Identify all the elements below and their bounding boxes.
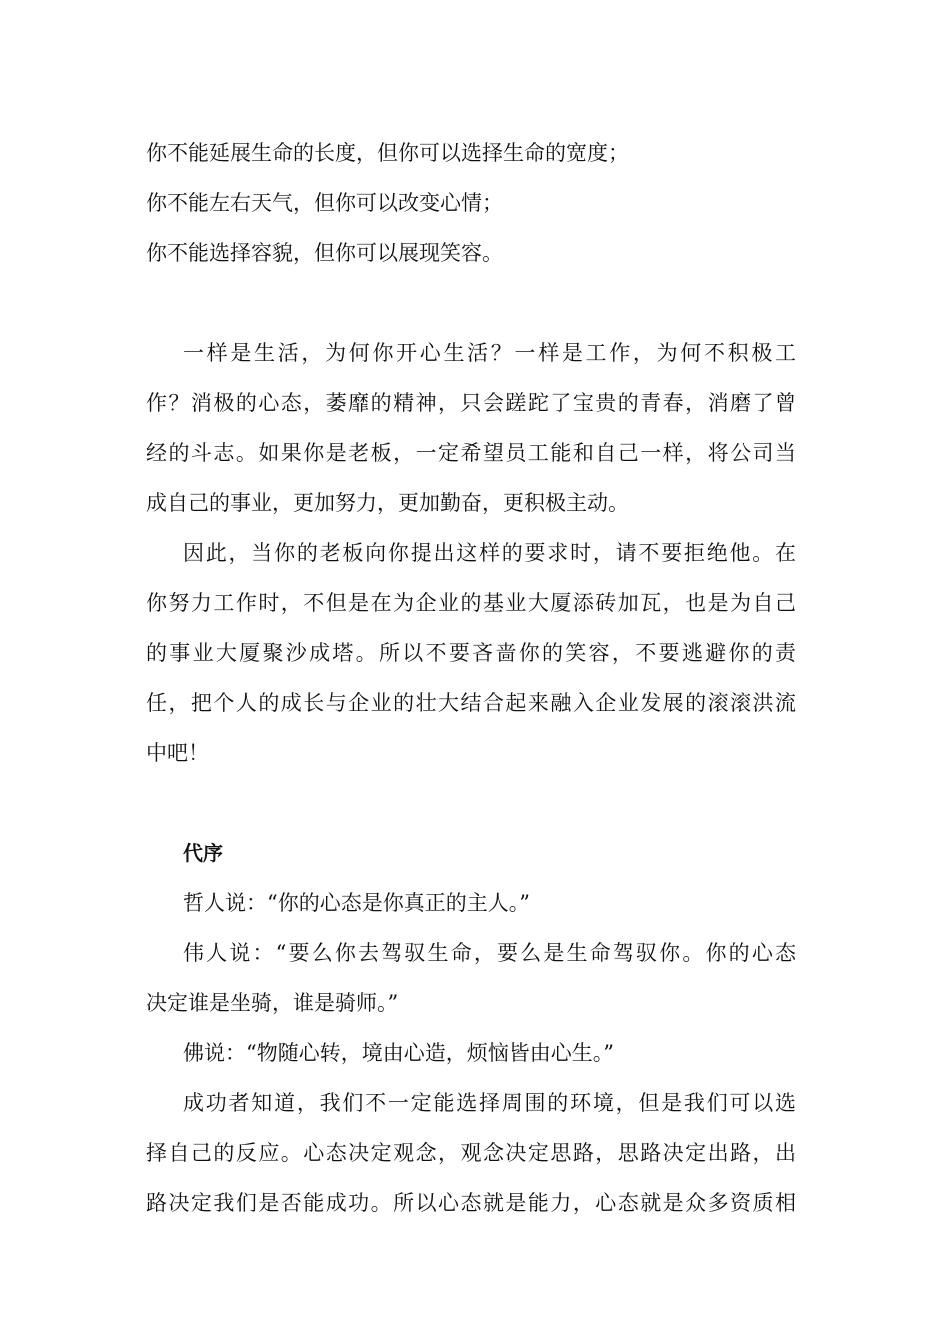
intro-line-3: 你不能选择容貌，但你可以展现笑容。 — [146, 241, 503, 265]
paragraph3-line-2: 择自己的反应。心态决定观念，观念决定思路，思路决定出路，出 — [146, 1141, 796, 1165]
paragraph1-line-4: 成自己的事业，更加努力，更加勤奋，更积极主动。 — [146, 491, 629, 515]
document-page — [146, 128, 796, 1228]
paragraph1-line-3: 经的斗志。如果你是老板，一定希望员工能和自己一样，将公司当 — [146, 441, 796, 465]
quote3-line: 佛说：“物随心转，境由心造，烦恼皆由心生。” — [183, 1041, 614, 1065]
quote1-line: 哲人说：“你的心态是你真正的主人。” — [183, 891, 530, 915]
section-heading: 代序 — [183, 841, 223, 865]
paragraph1-line-2: 作？消极的心态，萎靡的精神，只会蹉跎了宝贵的青春，消磨了曾 — [146, 391, 796, 415]
paragraph3-line-1: 成功者知道，我们不一定能选择周围的环境，但是我们可以选 — [183, 1091, 796, 1115]
quote2-line-1: 伟人说：“要么你去驾驭生命，要么是生命驾驭你。你的心态 — [183, 941, 796, 965]
paragraph2-line-2: 你努力工作时，不但是在为企业的基业大厦添砖加瓦，也是为自己 — [146, 591, 796, 615]
paragraph2-line-5: 中吧！ — [146, 741, 209, 765]
paragraph1-line-1: 一样是生活，为何你开心生活？一样是工作，为何不积极工 — [183, 341, 796, 365]
intro-line-1: 你不能延展生命的长度，但你可以选择生命的宽度； — [146, 141, 629, 165]
spacer — [146, 778, 796, 828]
paragraph2-line-3: 的事业大厦聚沙成塔。所以不要吝啬你的笑容，不要逃避你的责 — [146, 641, 796, 665]
intro-line-2: 你不能左右天气，但你可以改变心情； — [146, 191, 503, 215]
paragraph2-line-4: 任，把个人的成长与企业的壮大结合起来融入企业发展的滚滚洪流 — [146, 691, 796, 715]
paragraph3-line-3: 路决定我们是否能成功。所以心态就是能力，心态就是众多资质相 — [146, 1191, 796, 1215]
paragraph2-line-1: 因此，当你的老板向你提出这样的要求时，请不要拒绝他。在 — [183, 541, 796, 565]
spacer — [146, 278, 796, 328]
quote2-line-2: 决定谁是坐骑，谁是骑师。” — [146, 991, 399, 1015]
